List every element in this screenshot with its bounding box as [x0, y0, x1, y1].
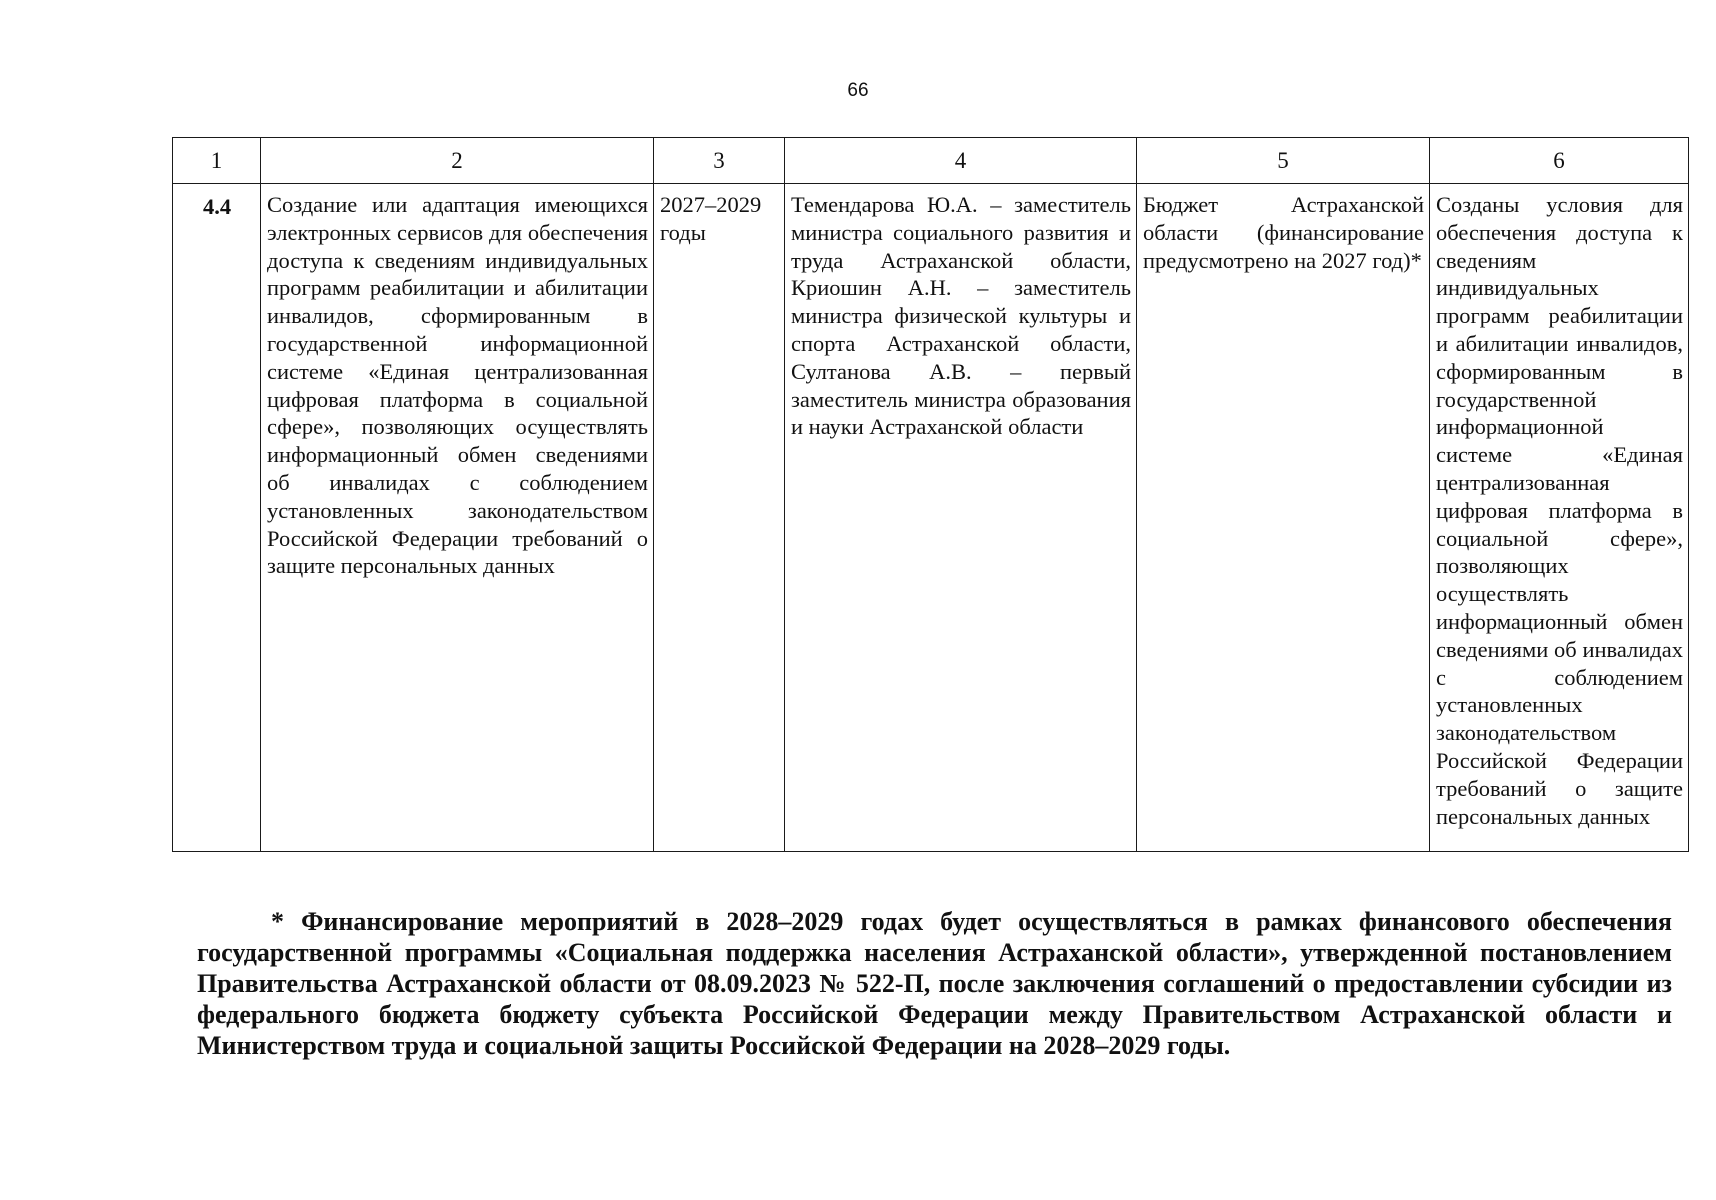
period-cell: 2027–2029 годы — [654, 184, 785, 852]
page-number: 66 — [847, 80, 869, 101]
column-header-6: 6 — [1430, 138, 1689, 184]
responsible-cell: Темендарова Ю.А. – заместитель министра социального развития и труда Астраханской области, Криошин А.Н. – заместитель министра физической культуры и спорта Астраханской области, Султанова А.В. – первый заместитель министра образования и науки Астраханской области — [785, 184, 1137, 852]
row-number-cell: 4.4 — [173, 184, 261, 852]
measures-table — [172, 137, 1689, 852]
column-header-4: 4 — [785, 138, 1137, 184]
column-header-2: 2 — [261, 138, 654, 184]
column-header-3: 3 — [654, 138, 785, 184]
table-header-row — [173, 138, 1689, 184]
column-header-5: 5 — [1137, 138, 1430, 184]
result-cell: Созданы условия для обеспечения доступа к сведениям индивидуальных программ реабилитации и абилитации инвалидов, сформированным в государственной информационной системе «Единая централизованная цифровая платформа в социальной сфере», позволяющих осуществлять информационный обмен сведениями об инвалидах с соблюдением установленных законодательством Российской Федерации требований о защите персональных данных — [1430, 184, 1689, 852]
funding-cell: Бюджет Астраханской области (финансирование предусмотрено на 2027 год)* — [1137, 184, 1430, 852]
activity-cell: Создание или адаптация имеющихся электронных сервисов для обеспечения доступа к сведениям индивидуальных программ реабилитации и абилитации инвалидов, сформированным в государственной информационной системе «Единая централизованная цифровая платформа в социальной сфере», позволяющих осуществлять информационный обмен сведениями об инвалидах с соблюдением установленных законодательством Российской Федерации требований о защите персональных данных — [261, 184, 654, 852]
table-row — [173, 184, 1689, 852]
column-header-1: 1 — [173, 138, 261, 184]
footnote: * Финансирование мероприятий в 2028–2029 годах будет осуществляться в рамках финансового обеспечения государственной программы «Социальная поддержка населения Астраханской области», утвержденной постановлением Правительства Астраханской области от 08.09.2023 № 522-П, после заключения соглашений о предоставлении субсидии из федерального бюджета бюджету субъекта Российской Федерации между Правительством Астраханской области и Министерством труда и социальной защиты Российской Федерации на 2028–2029 годы. — [197, 907, 1672, 1060]
